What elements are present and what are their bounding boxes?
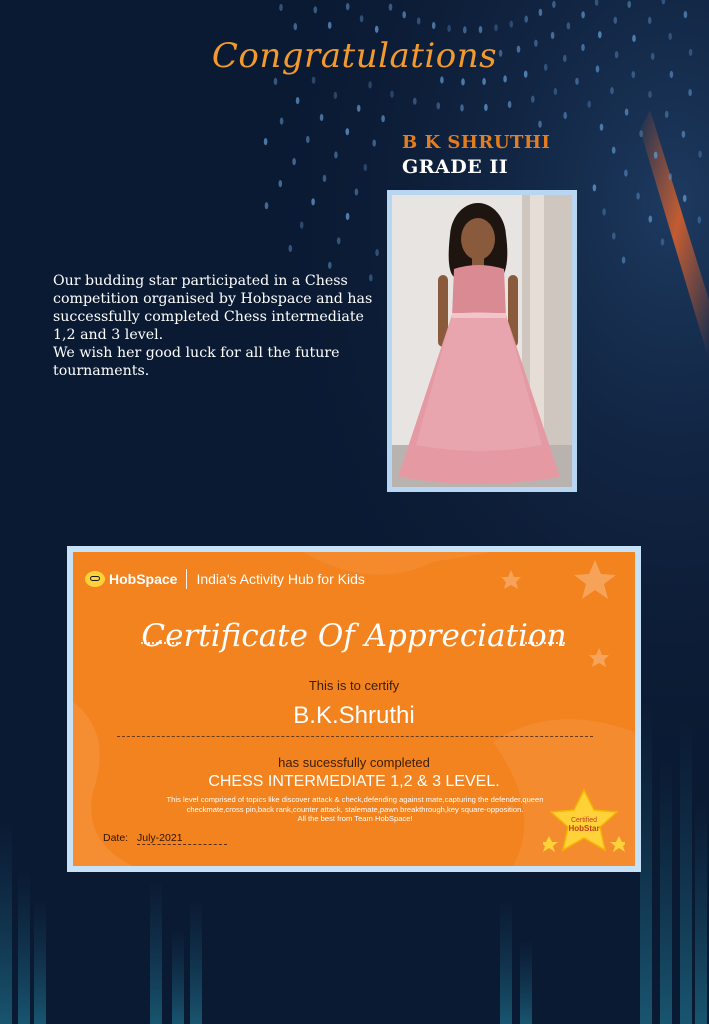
hobspace-brand	[85, 569, 365, 589]
decorative-light-bar	[150, 880, 162, 1024]
decorative-dot	[346, 128, 350, 135]
decorative-light-bar	[695, 800, 707, 1024]
course-title: CHESS INTERMEDIATE 1,2 & 3 LEVEL.	[208, 773, 500, 790]
decorative-dot	[279, 4, 283, 11]
decorative-dot	[440, 76, 444, 83]
decorative-dot	[289, 245, 293, 252]
decorative-dot	[355, 188, 359, 195]
decorative-dot	[575, 78, 579, 85]
student-grade: GRADE II	[402, 156, 509, 178]
decorative-light-bar	[0, 820, 12, 1024]
decorative-dot	[587, 101, 591, 108]
decorative-dot	[372, 140, 376, 147]
decorative-dot	[682, 131, 686, 138]
student-photo-frame	[387, 190, 577, 492]
decorative-dot	[503, 75, 507, 82]
decorative-dot	[413, 98, 417, 105]
decorative-dot	[614, 17, 618, 24]
decorative-dot	[581, 11, 585, 18]
decorative-dot	[494, 24, 498, 31]
decorative-dot	[311, 198, 315, 205]
date-label: Date:	[103, 832, 129, 844]
congratulations-heading: Congratulations	[211, 36, 498, 76]
decorative-dot	[648, 91, 652, 98]
decorative-dot	[648, 17, 652, 24]
decorative-dot	[279, 180, 283, 187]
decorative-dot	[274, 78, 278, 85]
decorative-dot	[479, 26, 483, 33]
decorative-dot	[636, 193, 640, 200]
certificate	[73, 552, 635, 866]
decorative-dot	[280, 118, 284, 125]
decorative-light-bar	[34, 900, 46, 1024]
decorative-dot	[698, 216, 702, 223]
badge-line2: HobStar	[568, 824, 600, 833]
decorative-dot	[375, 26, 379, 33]
decorative-dot	[296, 97, 300, 104]
decorative-dot	[300, 222, 304, 229]
decorative-dot	[390, 91, 394, 98]
decorative-dot	[622, 257, 626, 264]
decorative-dot	[402, 11, 406, 18]
decorative-dot	[292, 158, 296, 165]
decorative-light-bar	[190, 900, 202, 1024]
decorative-light-bar	[640, 700, 652, 1024]
description-wish: We wish her good luck for all the future tournaments.	[53, 345, 340, 379]
student-name: B K SHRUTHI	[402, 132, 551, 153]
decorative-dot	[612, 232, 616, 239]
decorative-dot	[381, 115, 385, 122]
certificate-title: Certificate Of Appreciation	[141, 618, 567, 654]
decorative-dot	[375, 249, 379, 256]
decorative-dot	[337, 237, 341, 244]
badge-line1: Certified	[570, 817, 598, 824]
decorative-dot	[312, 77, 316, 84]
decorative-dot	[306, 136, 310, 143]
decorative-dot	[624, 170, 628, 177]
decorative-dot	[539, 9, 543, 16]
decorative-dot	[552, 1, 556, 8]
hobspace-logo-icon	[85, 571, 105, 587]
decorative-dot	[334, 92, 338, 99]
decorative-dot	[328, 262, 332, 269]
date-value: July-2021	[137, 832, 227, 845]
decorative-dot	[437, 102, 441, 109]
decorative-dot	[683, 195, 687, 202]
completed-text: has sucessfully completed	[278, 755, 430, 770]
decorative-dot	[649, 216, 653, 223]
student-photo	[392, 195, 572, 487]
decorative-dot	[461, 78, 465, 85]
certify-text: This is to certify	[308, 678, 400, 693]
description	[53, 272, 378, 380]
decorative-dot	[323, 175, 327, 182]
decorative-dot	[508, 101, 512, 108]
certificate-frame	[67, 546, 641, 872]
course-topics: This level comprised of topics like discover attack & check,defending against mate,capturing the defender,queen checkmate,cross pin,back rank,counter attack, stalemate,pawn breakthrough,key square-opposition.	[166, 795, 544, 814]
description-paragraph: Our budding star participated in a Chess competition organised by Hobspace and has successfully completed Chess intermediate 1,2 and 3 level.	[53, 273, 373, 343]
decorative-dot	[610, 87, 614, 94]
decorative-dot	[463, 26, 467, 33]
signoff: All the best from Team HobSpace!	[297, 814, 413, 824]
decorative-dot	[417, 17, 421, 24]
decorative-dot	[665, 111, 669, 118]
decorative-dot	[432, 22, 436, 29]
decorative-dot	[684, 11, 688, 18]
decorative-dot	[661, 238, 665, 245]
decorative-light-bar	[500, 900, 512, 1024]
course-details	[165, 795, 545, 824]
decorative-dot	[264, 138, 268, 145]
decorative-light-bar	[18, 870, 30, 1024]
decorative-dot	[320, 114, 324, 121]
decorative-dot	[538, 121, 542, 128]
decorative-light-bar	[680, 720, 692, 1024]
decorative-dot	[668, 173, 672, 180]
brand-tagline: India's Activity Hub for Kids	[196, 571, 365, 587]
decorative-dot	[484, 104, 488, 111]
decorative-dot	[639, 130, 643, 137]
recipient-underline	[117, 736, 593, 737]
decorative-dot	[389, 4, 393, 11]
decorative-dot	[563, 112, 567, 119]
decorative-dot	[627, 1, 631, 8]
decorative-dot	[357, 105, 361, 112]
decorative-dot	[368, 81, 372, 88]
decorative-dot	[447, 25, 451, 32]
decorative-dot	[600, 124, 604, 131]
decorative-dot	[364, 164, 368, 171]
decorative-dot	[698, 151, 702, 158]
decorative-dot	[346, 213, 350, 220]
decorative-dot	[294, 23, 298, 30]
decorative-dot	[524, 16, 528, 23]
decorative-dot	[612, 147, 616, 154]
decorative-dot	[360, 15, 364, 22]
decorative-dot	[346, 3, 350, 10]
decorative-dot	[328, 22, 332, 29]
decorative-dot	[654, 152, 658, 159]
decorative-dot	[593, 184, 597, 191]
decorative-dot	[265, 202, 269, 209]
decorative-dot	[531, 96, 535, 103]
decorative-dot	[510, 21, 514, 28]
decorative-light-bar	[660, 760, 672, 1024]
decorative-dot	[314, 6, 318, 13]
recipient-name: B.K.Shruthi	[293, 702, 415, 729]
brand-name: HobSpace	[109, 571, 178, 587]
decorative-dot	[554, 88, 558, 95]
brand-divider	[186, 569, 187, 589]
decorative-light-bar	[520, 940, 532, 1024]
decorative-light-bar	[172, 930, 184, 1024]
certified-hobstar-badge-icon	[543, 788, 625, 858]
decorative-dot	[602, 208, 606, 215]
decorative-dot	[567, 22, 571, 29]
decorative-dot	[460, 104, 464, 111]
decorative-dot	[482, 78, 486, 85]
decorative-dot	[625, 109, 629, 116]
decorative-dot	[688, 89, 692, 96]
decorative-dot	[334, 151, 338, 158]
